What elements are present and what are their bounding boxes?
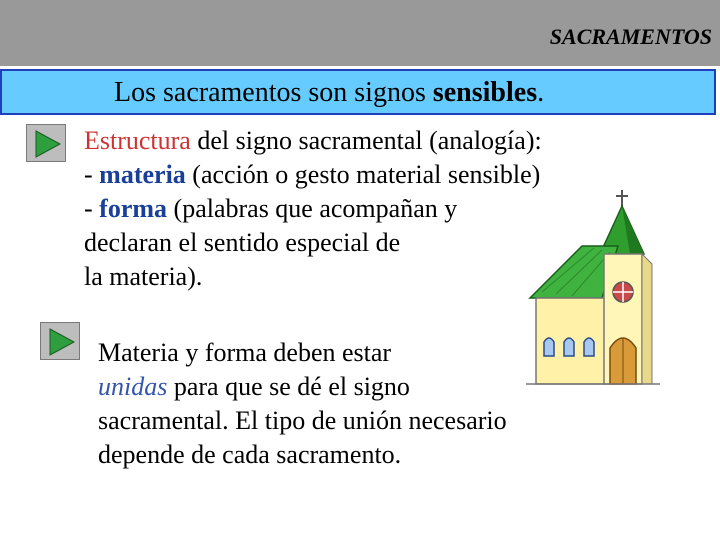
play-button-1[interactable]: [26, 124, 66, 162]
line-2-rest: para que se dé el signo: [167, 372, 410, 401]
line-4: depende de cada sacramento.: [98, 440, 402, 469]
unidas-term: unidas: [98, 372, 168, 401]
banner-text-start: Los sacramentos son signos: [114, 77, 433, 108]
church-icon: [522, 188, 712, 388]
line-4: declaran el sentido especial de: [84, 228, 401, 257]
estructura-term: Estructura: [84, 126, 191, 155]
line-2: [84, 158, 542, 192]
line-2: [98, 370, 507, 404]
play-arrow-icon: [41, 323, 81, 361]
forma-term: forma: [99, 194, 168, 223]
structure-paragraph: [84, 124, 542, 294]
line-2-rest: (acción o gesto material sensible): [185, 160, 541, 189]
union-paragraph: [98, 336, 507, 472]
banner-text-end: .: [537, 77, 545, 108]
banner-text: [114, 77, 544, 109]
line-3: [84, 192, 542, 226]
line-1: Materia y forma deben estar: [98, 338, 392, 367]
banner-bold-word: sensibles: [432, 77, 538, 108]
line-3-dash: -: [84, 194, 100, 223]
slide-header-title: SACRAMENTOS: [549, 24, 712, 49]
play-arrow-icon: [27, 125, 67, 163]
line-2-dash: -: [84, 160, 100, 189]
line-5: la materia).: [84, 262, 203, 291]
materia-term: materia: [99, 160, 186, 189]
line-3-rest: (palabras que acompañan y: [167, 194, 458, 223]
play-button-2[interactable]: [40, 322, 80, 360]
line-1-rest: del signo sacramental (analogía):: [190, 126, 542, 155]
line-3: sacramental. El tipo de unión necesario: [98, 406, 507, 435]
line-1: [84, 124, 542, 158]
